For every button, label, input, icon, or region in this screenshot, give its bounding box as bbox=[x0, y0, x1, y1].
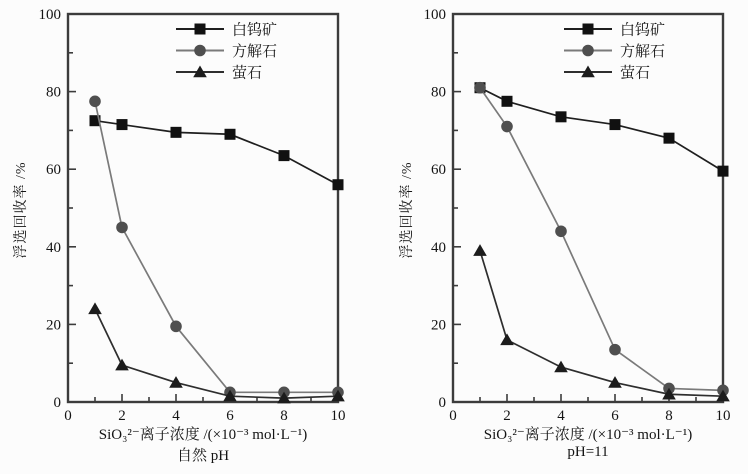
legend-label: 萤石 bbox=[620, 65, 651, 82]
chart-panel-ph11 bbox=[374, 0, 748, 474]
x-axis-label: SiO₃²⁻离子浓度 /(×10⁻³ mol·L⁻¹) bbox=[483, 427, 693, 443]
x-tick-label: 0 bbox=[449, 408, 457, 424]
chart-caption-natural-ph: 自然 pH bbox=[176, 448, 230, 464]
triangle-marker bbox=[115, 359, 129, 371]
y-tick-label: 20 bbox=[46, 317, 61, 334]
series-circle bbox=[474, 82, 729, 396]
triangle-marker bbox=[473, 244, 487, 256]
tick-labels bbox=[424, 7, 731, 424]
legend-label: 萤石 bbox=[232, 65, 263, 82]
line-chart-ph11 bbox=[374, 0, 748, 474]
circle-marker bbox=[501, 121, 513, 133]
series-line bbox=[95, 121, 338, 185]
y-axis-label: 浮选回收率 /% bbox=[400, 161, 415, 259]
x-tick-label: 6 bbox=[226, 408, 234, 424]
legend-label: 方解石 bbox=[620, 44, 666, 60]
triangle-marker bbox=[88, 302, 102, 314]
y-axis-label: 浮选回收率 /% bbox=[14, 161, 29, 259]
y-tick-label: 60 bbox=[431, 162, 446, 179]
x-tick-label: 2 bbox=[118, 408, 126, 424]
square-marker bbox=[583, 24, 594, 35]
square-marker bbox=[718, 166, 729, 177]
y-tick-label: 80 bbox=[431, 84, 446, 101]
y-tick-label: 60 bbox=[46, 162, 61, 179]
x-tick-label: 2 bbox=[503, 408, 511, 424]
circle-marker bbox=[555, 225, 567, 237]
x-axis-label: SiO₃²⁻离子浓度 /(×10⁻³ mol·L⁻¹) bbox=[98, 427, 308, 443]
square-marker bbox=[556, 111, 567, 122]
series-triangle bbox=[88, 302, 345, 403]
square-marker bbox=[610, 119, 621, 130]
x-tick-label: 8 bbox=[280, 408, 288, 424]
x-tick-label: 4 bbox=[172, 408, 180, 424]
y-tick-label: 100 bbox=[38, 7, 61, 23]
circle-marker bbox=[116, 222, 128, 234]
square-marker bbox=[279, 150, 290, 161]
y-tick-label: 0 bbox=[438, 395, 446, 411]
legend bbox=[564, 22, 665, 82]
circle-marker bbox=[609, 344, 621, 356]
x-tick-label: 8 bbox=[665, 408, 673, 424]
series-square bbox=[90, 115, 344, 190]
legend-label: 方解石 bbox=[232, 44, 278, 60]
y-tick-label: 80 bbox=[46, 84, 61, 101]
x-tick-label: 0 bbox=[64, 408, 72, 424]
chart-caption-ph11: pH=11 bbox=[567, 444, 609, 460]
series-square bbox=[475, 82, 729, 176]
square-marker bbox=[195, 24, 206, 35]
square-marker bbox=[664, 133, 675, 144]
tick-labels bbox=[39, 7, 346, 424]
square-marker bbox=[333, 179, 344, 190]
square-marker bbox=[117, 119, 128, 130]
series-line bbox=[95, 309, 338, 398]
y-tick-label: 40 bbox=[431, 239, 446, 256]
circle-marker bbox=[194, 45, 206, 57]
legend bbox=[176, 22, 277, 82]
series-line bbox=[480, 251, 723, 397]
square-marker bbox=[502, 96, 513, 107]
x-tick-label: 10 bbox=[715, 408, 731, 424]
y-tick-label: 20 bbox=[431, 317, 446, 334]
square-marker bbox=[171, 127, 182, 138]
series-line bbox=[480, 88, 723, 171]
circle-marker bbox=[474, 82, 486, 94]
legend-label: 白钨矿 bbox=[620, 22, 666, 39]
series-circle bbox=[89, 96, 344, 399]
series-triangle bbox=[473, 244, 730, 401]
x-tick-label: 4 bbox=[557, 408, 565, 424]
triangle-marker bbox=[554, 361, 568, 373]
x-tick-label: 10 bbox=[330, 408, 346, 424]
circle-marker bbox=[89, 96, 101, 108]
x-tick-label: 6 bbox=[611, 408, 619, 424]
series-line bbox=[95, 101, 338, 392]
square-marker bbox=[225, 129, 236, 140]
y-tick-label: 0 bbox=[53, 395, 61, 411]
circle-marker bbox=[582, 45, 594, 57]
legend-label: 白钨矿 bbox=[232, 22, 278, 39]
circle-marker bbox=[170, 321, 182, 333]
y-tick-label: 100 bbox=[423, 7, 446, 23]
triangle-marker bbox=[500, 333, 514, 345]
y-tick-label: 40 bbox=[46, 239, 61, 256]
